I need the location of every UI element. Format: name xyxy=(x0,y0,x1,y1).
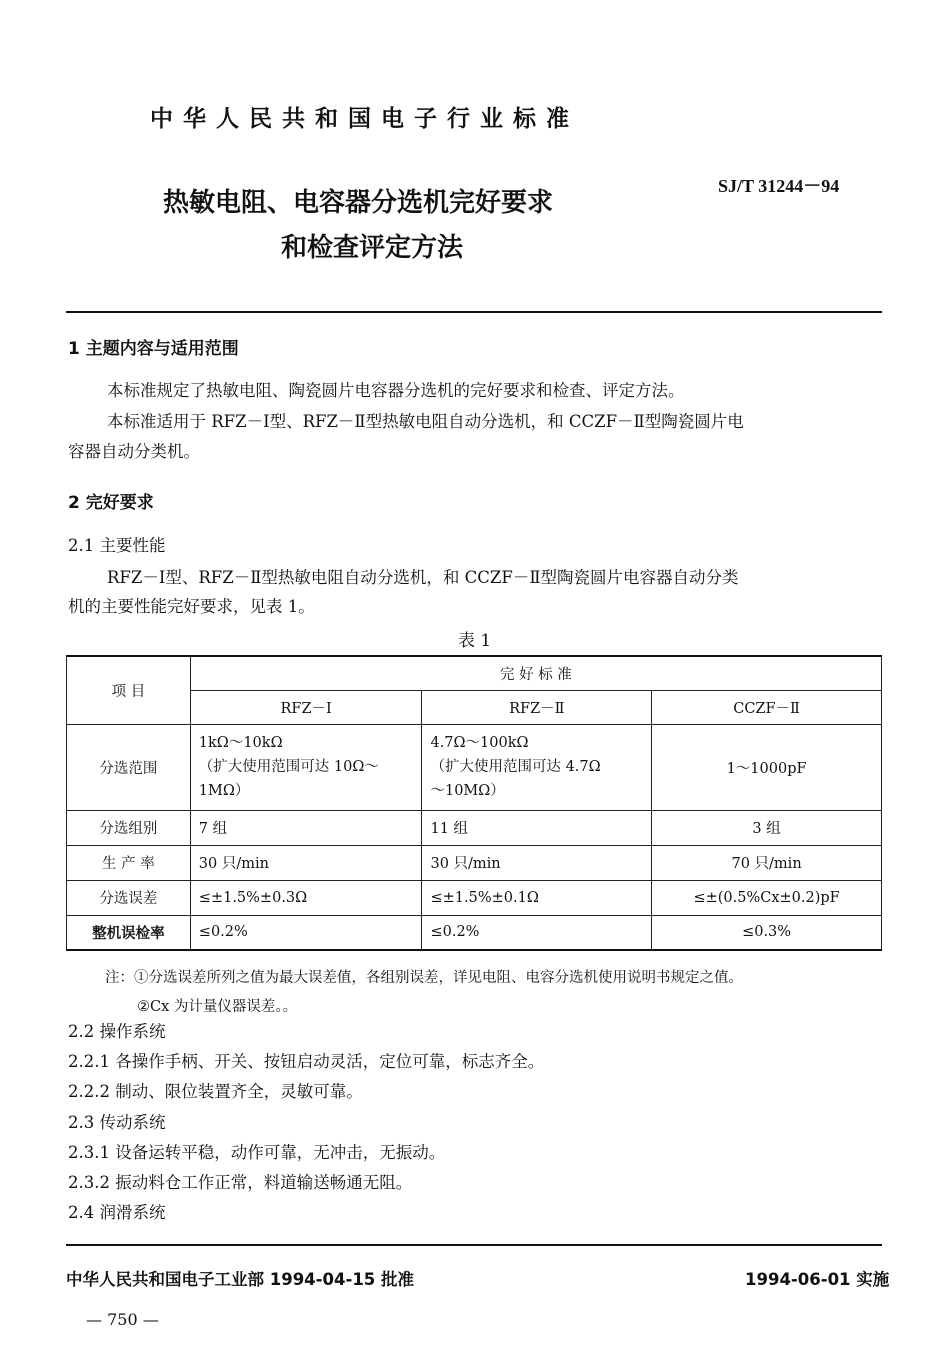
clause-2-4: 2.4 润滑系统 xyxy=(68,1203,166,1222)
approval-line: 中华人民共和国电子工业部 1994-04-15 批准 xyxy=(66,1270,415,1289)
section-1-paragraph-2-line-2: 容器自动分类机。 xyxy=(68,442,200,461)
cell-line: 1kΩ～10kΩ xyxy=(198,735,283,751)
section-2-1-line-1: RFZ－Ⅰ型、RFZ－Ⅱ型热敏电阻自动分选机，和 CCZF－Ⅱ型陶瓷圆片电容器自动分类 xyxy=(107,568,739,587)
header-divider xyxy=(66,311,882,313)
table-row xyxy=(67,845,882,880)
clause-2-2-1: 2.2.1 各操作手柄、开关、按钮启动灵活，定位可靠，标志齐全。 xyxy=(68,1052,545,1071)
clause-2-3-1: 2.3.1 设备运转平稳，动作可靠，无冲击，无振动。 xyxy=(68,1143,446,1162)
footer-divider xyxy=(66,1244,882,1246)
cell-line: ～10MΩ） xyxy=(430,783,505,799)
section-1-paragraph-2-line-1: 本标准适用于 RFZ－Ⅰ型、RFZ－Ⅱ型热敏电阻自动分选机，和 CCZF－Ⅱ型陶瓷圆片电 xyxy=(107,412,744,431)
section-1-heading: 1 主题内容与适用范围 xyxy=(68,339,239,359)
section-1-paragraph-1: 本标准规定了热敏电阻、陶瓷圆片电容器分选机的完好要求和检查、评定方法。 xyxy=(107,381,685,400)
effective-date: 1994-06-01 实施 xyxy=(745,1270,890,1289)
cell-line: （扩大使用范围可达 4.7Ω xyxy=(430,759,601,775)
table-caption: 表 1 xyxy=(458,631,492,651)
table-cell: 11 组 xyxy=(422,810,652,845)
cell-line: （扩大使用范围可达 10Ω～ xyxy=(198,759,379,775)
row-label: 分选范围 xyxy=(67,724,191,810)
table-cell: 7 组 xyxy=(190,810,422,845)
table-cell: ≤±1.5%±0.1Ω xyxy=(422,880,652,915)
table-row xyxy=(67,724,882,810)
table-row xyxy=(67,915,882,950)
table-cell: ≤0.3% xyxy=(652,915,882,950)
table-header-item: 项 目 xyxy=(67,656,191,724)
table-cell xyxy=(422,724,652,810)
document-title-line1: 热敏电阻、电容器分选机完好要求 xyxy=(163,188,554,218)
table-cell: 3 组 xyxy=(652,810,882,845)
row-label: 分选组别 xyxy=(67,810,191,845)
issuing-body: 中华人民共和国电子行业标准 xyxy=(150,106,579,132)
row-label: 生 产 率 xyxy=(67,845,191,880)
table-row xyxy=(67,880,882,915)
col-header-cczf-2: CCZF－Ⅱ xyxy=(652,690,882,724)
section-2-heading: 2 完好要求 xyxy=(68,493,154,513)
table-cell: ≤0.2% xyxy=(190,915,422,950)
section-2-1-line-2: 机的主要性能完好要求，见表 1。 xyxy=(68,597,315,616)
table-note-2: ②Cx 为计量仪器误差。。 xyxy=(137,999,298,1015)
table-note-1: 注：①分选误差所列之值为最大误差值，各组别误差，详见电阻、电容分选机使用说明书规定之值。 xyxy=(105,970,743,986)
standard-code: SJ/T 31244－94 xyxy=(718,176,840,196)
col-header-rfz-1: RFZ－Ⅰ xyxy=(190,690,422,724)
table-cell xyxy=(190,724,422,810)
row-label: 分选误差 xyxy=(67,880,191,915)
table-cell: ≤±(0.5%Cx±0.2)pF xyxy=(652,880,882,915)
table-row xyxy=(67,810,882,845)
cell-line: 4.7Ω～100kΩ xyxy=(430,735,529,751)
performance-table xyxy=(66,655,882,951)
section-2-1-heading: 2.1 主要性能 xyxy=(68,536,166,555)
clause-2-2-2: 2.2.2 制动、限位装置齐全，灵敏可靠。 xyxy=(68,1082,363,1101)
document-title-line2: 和检查评定方法 xyxy=(281,233,464,263)
clause-2-3-2: 2.3.2 振动料仓工作正常，料道输送畅通无阻。 xyxy=(68,1173,413,1192)
cell-line: 1MΩ） xyxy=(198,783,250,799)
row-label: 整机误检率 xyxy=(67,915,191,950)
table-cell: 30 只/min xyxy=(190,845,422,880)
page-number: — 750 — xyxy=(86,1310,159,1329)
table-header-group: 完 好 标 准 xyxy=(190,656,881,690)
col-header-rfz-2: RFZ－Ⅱ xyxy=(422,690,652,724)
clause-2-2: 2.2 操作系统 xyxy=(68,1022,166,1041)
table-cell: ≤0.2% xyxy=(422,915,652,950)
clause-2-3: 2.3 传动系统 xyxy=(68,1113,166,1132)
table-cell: ≤±1.5%±0.3Ω xyxy=(190,880,422,915)
table-cell: 1～1000pF xyxy=(652,724,882,810)
table-cell: 70 只/min xyxy=(652,845,882,880)
table-cell: 30 只/min xyxy=(422,845,652,880)
